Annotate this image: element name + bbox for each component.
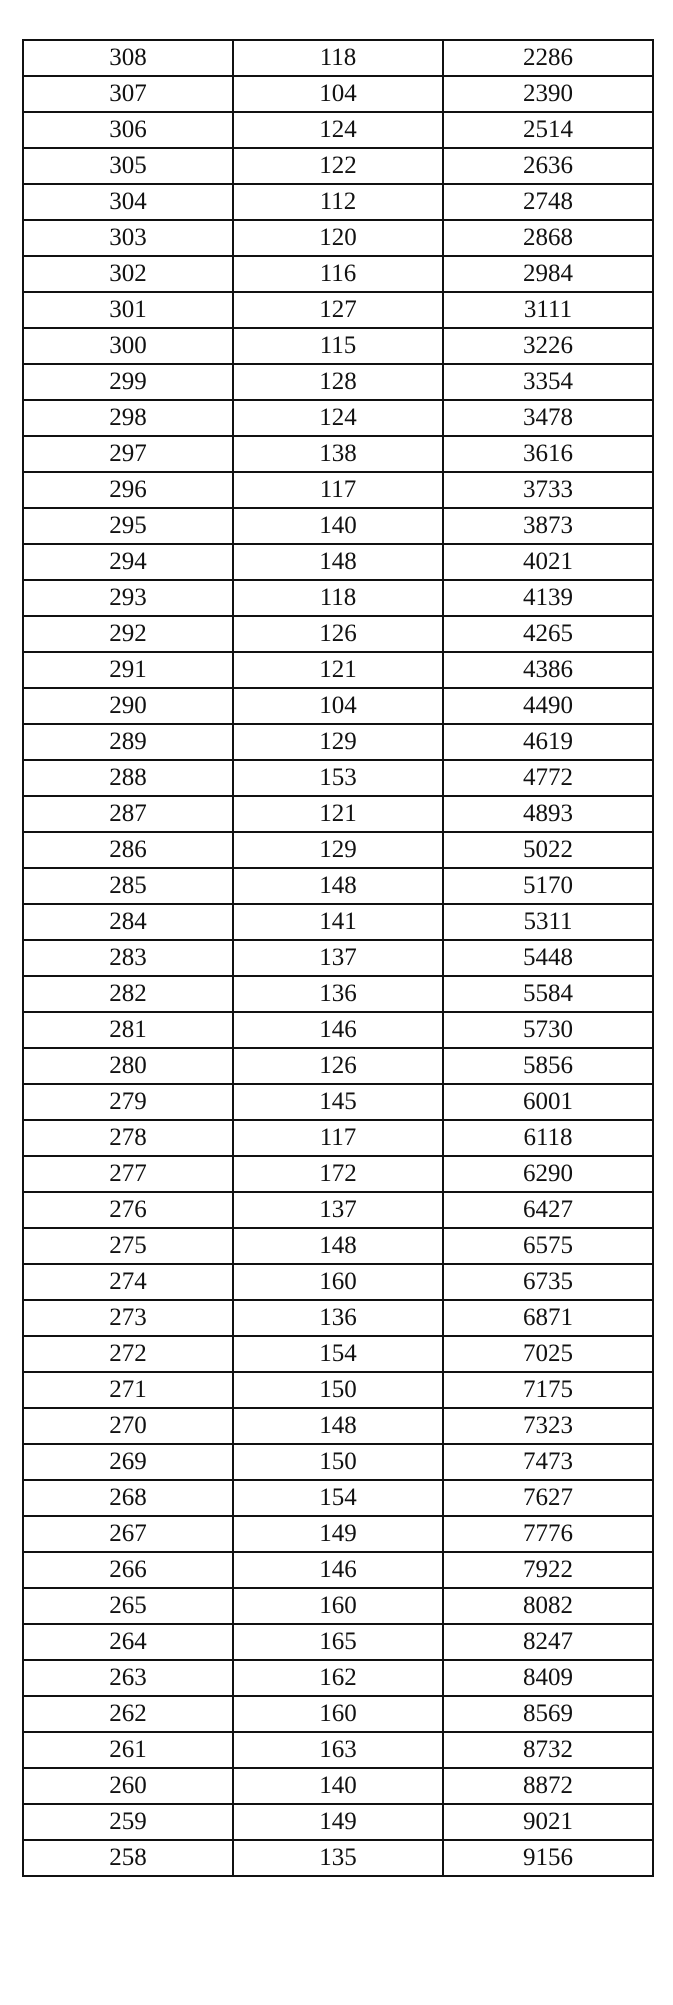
cumulative-cell: 2390 <box>443 76 653 112</box>
count-cell: 135 <box>233 1840 443 1876</box>
cumulative-cell: 4893 <box>443 796 653 832</box>
table-row <box>23 1552 653 1588</box>
count-cell: 118 <box>233 580 443 616</box>
cumulative-cell: 4265 <box>443 616 653 652</box>
cumulative-cell: 8247 <box>443 1624 653 1660</box>
cumulative-cell: 4619 <box>443 724 653 760</box>
table-row <box>23 940 653 976</box>
score-cell: 263 <box>23 1660 233 1696</box>
table-row <box>23 1408 653 1444</box>
table-row <box>23 472 653 508</box>
score-cell: 258 <box>23 1840 233 1876</box>
cumulative-cell: 3733 <box>443 472 653 508</box>
count-cell: 137 <box>233 1192 443 1228</box>
count-cell: 117 <box>233 472 443 508</box>
table-row <box>23 1012 653 1048</box>
cumulative-cell: 8409 <box>443 1660 653 1696</box>
table-row <box>23 1660 653 1696</box>
score-cell: 261 <box>23 1732 233 1768</box>
table-row <box>23 40 653 76</box>
score-cell: 286 <box>23 832 233 868</box>
count-cell: 128 <box>233 364 443 400</box>
score-cell: 260 <box>23 1768 233 1804</box>
count-cell: 112 <box>233 184 443 220</box>
score-cell: 267 <box>23 1516 233 1552</box>
score-cell: 291 <box>23 652 233 688</box>
count-cell: 136 <box>233 976 443 1012</box>
table-row <box>23 364 653 400</box>
count-cell: 154 <box>233 1480 443 1516</box>
document-page <box>22 39 652 1877</box>
count-cell: 148 <box>233 1408 443 1444</box>
count-cell: 104 <box>233 76 443 112</box>
table-row <box>23 1228 653 1264</box>
score-cell: 284 <box>23 904 233 940</box>
score-cell: 277 <box>23 1156 233 1192</box>
count-cell: 160 <box>233 1588 443 1624</box>
count-cell: 141 <box>233 904 443 940</box>
cumulative-cell: 3111 <box>443 292 653 328</box>
count-cell: 118 <box>233 40 443 76</box>
cumulative-cell: 9156 <box>443 1840 653 1876</box>
cumulative-cell: 6001 <box>443 1084 653 1120</box>
count-cell: 126 <box>233 1048 443 1084</box>
table-row <box>23 436 653 472</box>
table-row <box>23 580 653 616</box>
table-row <box>23 724 653 760</box>
table-row <box>23 1480 653 1516</box>
count-cell: 149 <box>233 1516 443 1552</box>
cumulative-cell: 9021 <box>443 1804 653 1840</box>
table-row <box>23 184 653 220</box>
cumulative-cell: 2514 <box>443 112 653 148</box>
table-row <box>23 220 653 256</box>
table-row <box>23 1084 653 1120</box>
table-row <box>23 508 653 544</box>
table-row <box>23 1156 653 1192</box>
count-cell: 137 <box>233 940 443 976</box>
table-row <box>23 112 653 148</box>
score-cell: 304 <box>23 184 233 220</box>
table-row <box>23 256 653 292</box>
score-cell: 305 <box>23 148 233 184</box>
cumulative-cell: 8082 <box>443 1588 653 1624</box>
cumulative-cell: 6871 <box>443 1300 653 1336</box>
table-row <box>23 796 653 832</box>
score-cell: 269 <box>23 1444 233 1480</box>
table-row <box>23 976 653 1012</box>
table-row <box>23 76 653 112</box>
score-cell: 299 <box>23 364 233 400</box>
count-cell: 148 <box>233 1228 443 1264</box>
count-cell: 149 <box>233 1804 443 1840</box>
score-cell: 283 <box>23 940 233 976</box>
count-cell: 117 <box>233 1120 443 1156</box>
score-cell: 276 <box>23 1192 233 1228</box>
score-cell: 278 <box>23 1120 233 1156</box>
score-cell: 259 <box>23 1804 233 1840</box>
cumulative-cell: 5170 <box>443 868 653 904</box>
table-row <box>23 1624 653 1660</box>
cumulative-cell: 3616 <box>443 436 653 472</box>
count-cell: 160 <box>233 1264 443 1300</box>
table-row <box>23 1588 653 1624</box>
score-cell: 268 <box>23 1480 233 1516</box>
table-row <box>23 904 653 940</box>
score-distribution-table <box>22 39 654 1877</box>
count-cell: 122 <box>233 148 443 184</box>
cumulative-cell: 5311 <box>443 904 653 940</box>
score-cell: 281 <box>23 1012 233 1048</box>
table-row <box>23 1732 653 1768</box>
cumulative-cell: 4021 <box>443 544 653 580</box>
table-row <box>23 688 653 724</box>
cumulative-cell: 6290 <box>443 1156 653 1192</box>
cumulative-cell: 4139 <box>443 580 653 616</box>
score-cell: 302 <box>23 256 233 292</box>
count-cell: 165 <box>233 1624 443 1660</box>
cumulative-cell: 6118 <box>443 1120 653 1156</box>
cumulative-cell: 2636 <box>443 148 653 184</box>
score-cell: 271 <box>23 1372 233 1408</box>
table-row <box>23 1516 653 1552</box>
table-row <box>23 400 653 436</box>
count-cell: 160 <box>233 1696 443 1732</box>
count-cell: 145 <box>233 1084 443 1120</box>
count-cell: 124 <box>233 400 443 436</box>
cumulative-cell: 3354 <box>443 364 653 400</box>
count-cell: 153 <box>233 760 443 796</box>
count-cell: 126 <box>233 616 443 652</box>
score-cell: 266 <box>23 1552 233 1588</box>
count-cell: 116 <box>233 256 443 292</box>
table-row <box>23 292 653 328</box>
table-row <box>23 328 653 364</box>
cumulative-cell: 4490 <box>443 688 653 724</box>
score-cell: 307 <box>23 76 233 112</box>
count-cell: 163 <box>233 1732 443 1768</box>
table-body <box>23 40 653 1876</box>
score-cell: 264 <box>23 1624 233 1660</box>
table-row <box>23 544 653 580</box>
count-cell: 115 <box>233 328 443 364</box>
score-cell: 279 <box>23 1084 233 1120</box>
cumulative-cell: 7175 <box>443 1372 653 1408</box>
cumulative-cell: 5730 <box>443 1012 653 1048</box>
cumulative-cell: 8569 <box>443 1696 653 1732</box>
score-cell: 292 <box>23 616 233 652</box>
score-cell: 295 <box>23 508 233 544</box>
score-cell: 265 <box>23 1588 233 1624</box>
count-cell: 150 <box>233 1444 443 1480</box>
count-cell: 120 <box>233 220 443 256</box>
score-cell: 285 <box>23 868 233 904</box>
count-cell: 129 <box>233 832 443 868</box>
table-row <box>23 868 653 904</box>
count-cell: 148 <box>233 544 443 580</box>
count-cell: 124 <box>233 112 443 148</box>
table-row <box>23 1264 653 1300</box>
count-cell: 146 <box>233 1552 443 1588</box>
count-cell: 150 <box>233 1372 443 1408</box>
score-cell: 282 <box>23 976 233 1012</box>
count-cell: 129 <box>233 724 443 760</box>
score-cell: 280 <box>23 1048 233 1084</box>
score-cell: 288 <box>23 760 233 796</box>
cumulative-cell: 3873 <box>443 508 653 544</box>
count-cell: 172 <box>233 1156 443 1192</box>
score-cell: 300 <box>23 328 233 364</box>
score-cell: 303 <box>23 220 233 256</box>
count-cell: 136 <box>233 1300 443 1336</box>
table-row <box>23 652 653 688</box>
score-cell: 293 <box>23 580 233 616</box>
table-row <box>23 1804 653 1840</box>
score-cell: 272 <box>23 1336 233 1372</box>
cumulative-cell: 6575 <box>443 1228 653 1264</box>
cumulative-cell: 2286 <box>443 40 653 76</box>
count-cell: 140 <box>233 1768 443 1804</box>
cumulative-cell: 7627 <box>443 1480 653 1516</box>
cumulative-cell: 7776 <box>443 1516 653 1552</box>
score-cell: 274 <box>23 1264 233 1300</box>
cumulative-cell: 4386 <box>443 652 653 688</box>
score-cell: 306 <box>23 112 233 148</box>
score-cell: 290 <box>23 688 233 724</box>
count-cell: 127 <box>233 292 443 328</box>
score-cell: 287 <box>23 796 233 832</box>
cumulative-cell: 5584 <box>443 976 653 1012</box>
cumulative-cell: 2868 <box>443 220 653 256</box>
table-row <box>23 1120 653 1156</box>
score-cell: 294 <box>23 544 233 580</box>
cumulative-cell: 6735 <box>443 1264 653 1300</box>
count-cell: 104 <box>233 688 443 724</box>
cumulative-cell: 5448 <box>443 940 653 976</box>
table-row <box>23 1048 653 1084</box>
table-row <box>23 1696 653 1732</box>
count-cell: 121 <box>233 796 443 832</box>
score-cell: 289 <box>23 724 233 760</box>
count-cell: 138 <box>233 436 443 472</box>
cumulative-cell: 2984 <box>443 256 653 292</box>
score-cell: 275 <box>23 1228 233 1264</box>
cumulative-cell: 7922 <box>443 1552 653 1588</box>
cumulative-cell: 4772 <box>443 760 653 796</box>
cumulative-cell: 3478 <box>443 400 653 436</box>
score-cell: 262 <box>23 1696 233 1732</box>
count-cell: 146 <box>233 1012 443 1048</box>
score-cell: 298 <box>23 400 233 436</box>
count-cell: 162 <box>233 1660 443 1696</box>
cumulative-cell: 6427 <box>443 1192 653 1228</box>
table-row <box>23 616 653 652</box>
count-cell: 121 <box>233 652 443 688</box>
table-row <box>23 832 653 868</box>
cumulative-cell: 7323 <box>443 1408 653 1444</box>
cumulative-cell: 7025 <box>443 1336 653 1372</box>
table-row <box>23 1444 653 1480</box>
cumulative-cell: 5022 <box>443 832 653 868</box>
table-row <box>23 760 653 796</box>
score-cell: 270 <box>23 1408 233 1444</box>
count-cell: 140 <box>233 508 443 544</box>
table-row <box>23 1768 653 1804</box>
score-cell: 297 <box>23 436 233 472</box>
table-row <box>23 1192 653 1228</box>
count-cell: 154 <box>233 1336 443 1372</box>
table-row <box>23 1300 653 1336</box>
cumulative-cell: 2748 <box>443 184 653 220</box>
cumulative-cell: 7473 <box>443 1444 653 1480</box>
score-cell: 273 <box>23 1300 233 1336</box>
table-row <box>23 1372 653 1408</box>
score-cell: 296 <box>23 472 233 508</box>
table-row <box>23 1840 653 1876</box>
cumulative-cell: 8872 <box>443 1768 653 1804</box>
score-cell: 308 <box>23 40 233 76</box>
table-row <box>23 1336 653 1372</box>
cumulative-cell: 5856 <box>443 1048 653 1084</box>
cumulative-cell: 8732 <box>443 1732 653 1768</box>
table-row <box>23 148 653 184</box>
cumulative-cell: 3226 <box>443 328 653 364</box>
score-cell: 301 <box>23 292 233 328</box>
count-cell: 148 <box>233 868 443 904</box>
